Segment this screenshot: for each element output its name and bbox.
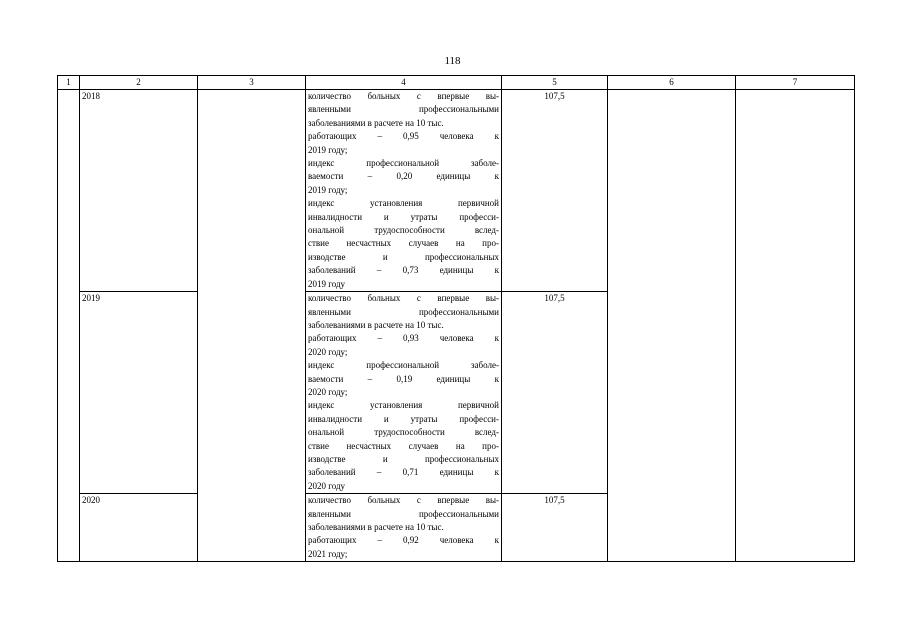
indicator-line: ствие несчастных случаев на про-	[308, 238, 499, 249]
indicator-line: 2019 году;	[308, 144, 348, 155]
indicator-line: явленными профессиональными	[308, 508, 499, 519]
value-cell	[502, 90, 608, 292]
col1-cell	[58, 90, 80, 562]
indicator-line: индекс профессиональной заболе-	[308, 158, 499, 169]
indicator-line: инвалидности и утраты професси-	[308, 413, 499, 424]
indicator-line: 2020 году;	[308, 346, 348, 357]
indicator-line: ваемости – 0,20 единицы к	[308, 171, 499, 182]
year-cell: 2018	[80, 90, 198, 292]
indicator-line: заболеваниями в расчете на 10 тыс.	[308, 522, 444, 532]
header-cell: 5	[502, 76, 608, 90]
value-text: 107,5	[544, 495, 565, 506]
header-cell: 2	[80, 76, 198, 90]
indicator-line: явленными профессиональными	[308, 104, 499, 115]
header-cell: 3	[198, 76, 306, 90]
indicator-line: 2020 году	[308, 480, 346, 491]
indicator-cell	[306, 90, 502, 292]
indicator-line: индекс установления первичной	[308, 198, 499, 209]
value-text: 107,5	[544, 91, 565, 101]
year-cell: 2019	[80, 292, 198, 494]
header-cell: 7	[736, 76, 855, 90]
header-cell: 6	[608, 76, 736, 90]
col7-cell	[736, 90, 855, 562]
indicator-line: ональной трудоспособности вслед-	[308, 225, 499, 236]
value-cell	[502, 494, 608, 562]
indicator-cell	[306, 494, 502, 562]
indicators-table	[57, 75, 855, 562]
col6-cell	[608, 90, 736, 562]
header-row	[58, 76, 855, 90]
indicator-line: изводстве и профессиональных	[308, 453, 499, 464]
value-text: 107,5	[544, 293, 565, 304]
indicator-line: индекс профессиональной заболе-	[308, 360, 499, 371]
header-cell: 4	[306, 76, 502, 90]
indicator-line: работающих – 0,95 человека к	[308, 131, 499, 142]
indicator-line: 2019 году	[308, 278, 346, 289]
indicator-line: количество больных с впервые вы-	[308, 91, 499, 101]
value-cell	[502, 292, 608, 494]
indicator-line: инвалидности и утраты професси-	[308, 211, 499, 222]
indicator-cell	[306, 292, 502, 494]
indicator-line: изводстве и профессиональных	[308, 251, 499, 262]
indicator-line: 2019 году;	[308, 184, 348, 195]
indicator-line: 2020 году;	[308, 386, 348, 397]
indicator-line: явленными профессиональными	[308, 306, 499, 317]
indicator-line: ствие несчастных случаев на про-	[308, 440, 499, 451]
indicator-line: индекс установления первичной	[308, 400, 499, 411]
indicator-line: 2021 году;	[308, 548, 348, 559]
header-cell: 1	[58, 76, 80, 90]
indicator-line: количество больных с впервые вы-	[308, 293, 499, 304]
indicator-line: работающих – 0,92 человека к	[308, 535, 499, 546]
year-cell: 2020	[80, 494, 198, 562]
indicator-line: количество больных с впервые вы-	[308, 495, 499, 506]
indicator-line: ваемости – 0,19 единицы к	[308, 373, 499, 384]
table-row	[58, 90, 855, 292]
indicator-line: заболеваниями в расчете на 10 тыс.	[308, 117, 444, 128]
indicator-line: заболеваний – 0,73 единицы к	[308, 265, 499, 276]
indicator-line: заболеваний – 0,71 единицы к	[308, 467, 499, 478]
col3-cell	[198, 90, 306, 562]
indicator-line: заболеваниями в расчете на 10 тыс.	[308, 319, 444, 330]
page-number: 118	[444, 55, 461, 67]
indicator-line: ональной трудоспособности вслед-	[308, 427, 499, 438]
indicator-line: работающих – 0,93 человека к	[308, 333, 499, 344]
